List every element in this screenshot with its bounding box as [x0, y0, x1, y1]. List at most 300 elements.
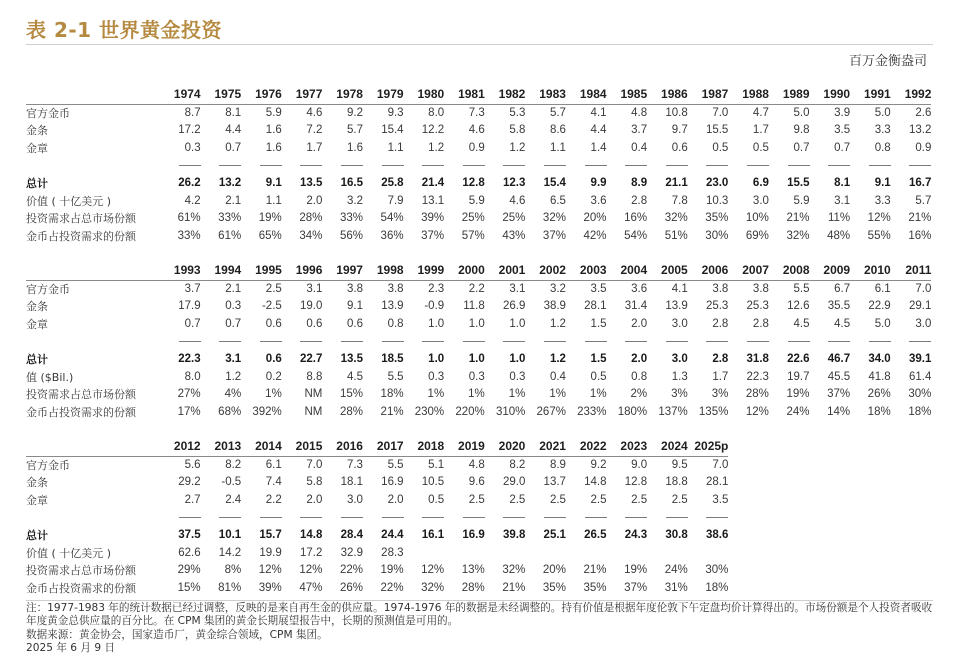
sum-rule: [747, 165, 769, 166]
data-cell: 3.5: [590, 282, 607, 295]
year-header: 1974: [160, 86, 201, 104]
sum-rule: [341, 341, 363, 342]
data-cell: 0.3: [428, 370, 445, 383]
data-cell: 4.8: [631, 106, 648, 119]
separator-cell: [444, 333, 485, 351]
year-header: 2017: [363, 438, 404, 456]
data-cell: 15%: [177, 581, 201, 594]
data-cell: 16%: [624, 212, 648, 225]
year-header: 1992: [891, 86, 932, 104]
data-cell: 5.7: [549, 106, 566, 119]
data-cell: 18%: [705, 581, 729, 594]
separator-cell: [810, 157, 851, 175]
data-cell: 21.4: [421, 176, 445, 189]
data-cell: 13.5: [340, 352, 363, 365]
data-cell: 29.0: [502, 476, 526, 489]
data-cell: 19%: [258, 212, 282, 225]
row-label: 金章: [26, 141, 48, 155]
separator-cell: [850, 333, 891, 351]
data-cell: 12%: [299, 564, 323, 577]
data-cell: 54%: [624, 229, 648, 242]
data-cell: 8.1: [834, 176, 851, 189]
data-cell: 19%: [380, 564, 404, 577]
data-cell: 14.2: [218, 546, 242, 559]
data-cell: [444, 545, 485, 563]
row-value: [26, 193, 931, 211]
data-cell: 39.1: [909, 352, 932, 365]
data-cell: 7.0: [712, 106, 729, 119]
year-header: 1999: [404, 262, 445, 280]
data-cell: NM: [304, 388, 323, 401]
data-cell: 21%: [908, 212, 932, 225]
data-cell: 30.8: [665, 528, 688, 541]
separator-cell: [607, 333, 648, 351]
separator-cell: [322, 333, 363, 351]
data-cell: 41.8: [868, 370, 891, 383]
data-cell: 2.0: [306, 194, 323, 207]
data-cell: 12.8: [462, 176, 485, 189]
data-cell: 35%: [542, 581, 566, 594]
row-share-coins: [26, 580, 728, 598]
data-cell: 2.1: [225, 282, 242, 295]
data-cell: 8.2: [225, 458, 242, 471]
data-cell: 4.4: [225, 124, 242, 137]
year-header: 2013: [201, 438, 242, 456]
data-cell: 3.8: [752, 282, 769, 295]
total-separator-row: [26, 333, 931, 351]
data-cell: 6.5: [549, 194, 566, 207]
notes: [26, 602, 941, 655]
data-cell: 17.2: [299, 546, 323, 559]
separator-cell: [363, 333, 404, 351]
data-cell: 1.4: [590, 141, 607, 154]
data-cell: 5.7: [346, 124, 363, 137]
row-label: 金条: [26, 300, 48, 314]
sum-rule: [788, 165, 810, 166]
row-label: 金条: [26, 124, 48, 138]
data-cell: 39%: [258, 581, 282, 594]
data-cell: 25%: [461, 212, 485, 225]
separator-cell: [688, 157, 729, 175]
sum-rule: [503, 165, 525, 166]
sum-rule: [909, 341, 931, 342]
data-cell: 1.0: [428, 352, 445, 365]
data-cell: 18.8: [665, 476, 688, 489]
data-cell: 0.7: [834, 141, 851, 154]
year-header: 2012: [160, 438, 201, 456]
separator-cell: [160, 157, 201, 175]
year-header: 2003: [566, 262, 607, 280]
data-cell: 5.9: [793, 194, 810, 207]
data-cell: 10.8: [665, 106, 688, 119]
sum-rule: [300, 517, 322, 518]
data-cell: 3.5: [834, 124, 851, 137]
year-header: 2005: [647, 262, 688, 280]
row-label: 值 ($Bil.): [26, 370, 74, 384]
investment-table-2: [26, 262, 931, 421]
data-cell: 3.0: [671, 352, 688, 365]
data-cell: 0.7: [793, 141, 810, 154]
data-cell: 12.2: [421, 124, 445, 137]
data-cell: 5.0: [874, 317, 891, 330]
data-cell: 32.9: [340, 546, 363, 559]
sum-rule: [463, 341, 485, 342]
year-header: 1996: [282, 262, 323, 280]
data-cell: 42%: [583, 229, 607, 242]
data-cell: 3.7: [631, 124, 648, 137]
data-cell: 28.1: [584, 300, 607, 313]
data-cell: [607, 545, 648, 563]
data-cell: 13.5: [300, 176, 323, 189]
data-cell: 48%: [827, 229, 851, 242]
data-cell: 8.2: [509, 458, 526, 471]
investment-table-1: [26, 86, 931, 245]
sum-rule: [422, 517, 444, 518]
data-cell: 3.0: [915, 317, 932, 330]
data-cell: 12.3: [502, 176, 526, 189]
data-cell: 9.1: [346, 300, 363, 313]
data-cell: 2.1: [225, 194, 242, 207]
data-cell: 37%: [827, 388, 851, 401]
data-cell: 0.7: [225, 317, 242, 330]
data-cell: 0.9: [468, 141, 485, 154]
data-cell: 25.1: [543, 528, 566, 541]
data-cell: 30%: [705, 229, 729, 242]
data-cell: 18%: [867, 405, 891, 418]
separator-cell: [444, 157, 485, 175]
note-text: 注：1977-1983 年的统计数据已经过调整，反映的是来自再生金的供应量。1974-1976 年的数据是未经调整的。持有价值是根据年度伦敦下午定盘均价计算得出的。市场份额是个人投资者吸收年度黄金总供应量的百分比。在 CPM 集团的黄金长期展望报告中，长期的预测值是可用的。: [26, 602, 933, 628]
data-cell: 4.7: [752, 106, 769, 119]
data-cell: 1.2: [509, 141, 526, 154]
data-cell: 5.5: [387, 370, 404, 383]
total-separator-row: [26, 157, 931, 175]
data-cell: 2.8: [712, 317, 729, 330]
sum-rule: [179, 341, 201, 342]
data-cell: NM: [304, 405, 323, 418]
data-cell: 0.8: [874, 141, 891, 154]
data-cell: 135%: [698, 405, 729, 418]
data-cell: 0.5: [752, 141, 769, 154]
data-cell: 1%: [589, 388, 607, 401]
sum-rule: [179, 165, 201, 166]
data-cell: 9.6: [468, 476, 485, 489]
separator-cell: [322, 157, 363, 175]
row-bars: [26, 474, 728, 492]
separator-cell: [728, 333, 769, 351]
investment-table-3: [26, 438, 728, 597]
sum-rule: [503, 517, 525, 518]
row-label: 总计: [26, 528, 48, 542]
data-cell: 28.1: [706, 476, 729, 489]
data-cell: 3.0: [346, 493, 363, 506]
data-cell: 61%: [218, 229, 242, 242]
year-header: 1982: [485, 86, 526, 104]
row-share-market: [26, 386, 931, 404]
data-cell: 22.6: [787, 352, 810, 365]
separator-cell: [769, 333, 810, 351]
note-date: 2025 年 6 月 9 日: [26, 641, 116, 654]
data-cell: 5.1: [428, 458, 445, 471]
separator-cell: [688, 509, 729, 527]
data-cell: 2.5: [590, 493, 607, 506]
data-cell: 0.3: [225, 300, 242, 313]
data-cell: 0.3: [509, 370, 526, 383]
data-cell: [688, 545, 729, 563]
data-cell: 13.7: [543, 476, 566, 489]
data-cell: 24.4: [381, 528, 404, 541]
data-cell: 233%: [577, 405, 607, 418]
data-cell: 8.0: [428, 106, 445, 119]
row-label: 总计: [26, 352, 48, 366]
data-cell: 8.7: [184, 106, 201, 119]
sum-rule: [219, 517, 241, 518]
data-cell: [525, 545, 566, 563]
separator-cell: [241, 333, 282, 351]
sum-rule: [422, 165, 444, 166]
year-header: 2016: [322, 438, 363, 456]
data-cell: 5.8: [306, 476, 323, 489]
data-cell: 29%: [177, 564, 201, 577]
data-cell: 7.9: [387, 194, 404, 207]
year-header-row: [26, 438, 728, 456]
data-cell: 12%: [745, 405, 769, 418]
year-header: 1997: [322, 262, 363, 280]
sum-rule: [666, 517, 688, 518]
row-official-coins: [26, 280, 931, 298]
separator-cell: [201, 333, 242, 351]
sum-rule: [179, 517, 201, 518]
data-cell: 25.8: [381, 176, 404, 189]
year-header: 1979: [363, 86, 404, 104]
data-cell: 16.9: [462, 528, 485, 541]
data-cell: 31.8: [746, 352, 769, 365]
separator-cell: [485, 509, 526, 527]
data-cell: 5.0: [793, 106, 810, 119]
data-cell: 10.3: [705, 194, 729, 207]
data-cell: 4%: [224, 388, 242, 401]
data-cell: -0.5: [221, 476, 242, 489]
data-cell: 2.5: [631, 493, 648, 506]
data-cell: 19%: [786, 388, 810, 401]
data-cell: 11.8: [463, 300, 485, 313]
data-cell: 0.7: [225, 141, 242, 154]
row-official-coins: [26, 456, 728, 474]
separator-cell: [485, 157, 526, 175]
data-cell: 12.8: [624, 476, 648, 489]
data-cell: 12%: [258, 564, 282, 577]
data-cell: 28%: [461, 581, 485, 594]
data-cell: 1.7: [712, 370, 729, 383]
data-cell: 28%: [339, 405, 363, 418]
data-cell: 25.3: [746, 300, 769, 313]
row-share-market: [26, 210, 931, 228]
data-cell: 2.5: [265, 282, 282, 295]
separator-cell: [241, 157, 282, 175]
data-cell: 2.5: [468, 493, 485, 506]
year-header: 1976: [241, 86, 282, 104]
year-header: 1986: [647, 86, 688, 104]
separator-cell: [850, 157, 891, 175]
data-cell: 1.1: [549, 141, 566, 154]
sum-rule: [828, 341, 850, 342]
data-cell: 9.8: [793, 124, 810, 137]
data-cell: 2.5: [671, 493, 688, 506]
data-cell: 230%: [414, 405, 445, 418]
row-share-coins: [26, 404, 931, 422]
row-label: 价值 ( 十亿美元 ): [26, 194, 112, 208]
row-official-coins: [26, 104, 931, 122]
year-header: 1994: [201, 262, 242, 280]
data-cell: 8.1: [225, 106, 242, 119]
sum-rule: [869, 165, 891, 166]
data-cell: 1.3: [671, 370, 688, 383]
separator-cell: [647, 333, 688, 351]
data-cell: 19.7: [787, 370, 810, 383]
data-cell: 1.1: [387, 141, 404, 154]
data-cell: 180%: [617, 405, 648, 418]
data-cell: 0.2: [265, 370, 282, 383]
separator-cell: [566, 157, 607, 175]
sum-rule: [463, 517, 485, 518]
data-cell: 9.3: [387, 106, 404, 119]
sum-rule: [666, 165, 688, 166]
row-label: 官方金币: [26, 106, 70, 120]
data-cell: 10.5: [421, 476, 445, 489]
sum-rule: [625, 517, 647, 518]
data-cell: [485, 545, 526, 563]
data-cell: 34%: [299, 229, 323, 242]
data-cell: 17.9: [178, 300, 201, 313]
unit-label: 百万金衡盎司: [848, 54, 927, 69]
row-bars: [26, 122, 931, 140]
sum-rule: [706, 341, 728, 342]
year-header: 1991: [850, 86, 891, 104]
data-cell: 2.0: [387, 493, 404, 506]
data-cell: 0.6: [671, 141, 688, 154]
data-cell: 8.0: [184, 370, 201, 383]
data-cell: 5.5: [793, 282, 810, 295]
separator-cell: [525, 333, 566, 351]
sum-rule: [869, 341, 891, 342]
data-cell: 137%: [658, 405, 688, 418]
year-header: 2002: [525, 262, 566, 280]
data-cell: 3.8: [346, 282, 363, 295]
row-value: [26, 369, 931, 387]
year-header: 1978: [322, 86, 363, 104]
data-cell: 3.2: [549, 282, 566, 295]
data-cell: 1.0: [468, 352, 485, 365]
data-cell: [647, 545, 688, 563]
data-cell: 19.0: [300, 300, 323, 313]
year-header: 1995: [241, 262, 282, 280]
data-cell: 7.4: [265, 476, 282, 489]
data-cell: 2.5: [549, 493, 566, 506]
data-cell: 0.6: [265, 352, 282, 365]
year-header: 1983: [525, 86, 566, 104]
data-cell: 5.7: [915, 194, 932, 207]
data-cell: 2.0: [631, 352, 648, 365]
separator-spacer: [26, 333, 160, 351]
data-cell: 51%: [664, 229, 688, 242]
data-cell: 34.0: [868, 352, 891, 365]
separator-cell: [566, 333, 607, 351]
data-cell: 392%: [252, 405, 282, 418]
row-total: [26, 527, 728, 545]
sum-rule: [341, 165, 363, 166]
year-header: 2000: [444, 262, 485, 280]
data-cell: [404, 545, 445, 563]
data-cell: 4.1: [671, 282, 688, 295]
year-header: 2001: [485, 262, 526, 280]
data-cell: 3.5: [712, 493, 729, 506]
year-header: 2019: [444, 438, 485, 456]
sum-rule: [382, 341, 404, 342]
header-corner: [26, 262, 160, 280]
data-cell: 12%: [421, 564, 445, 577]
sum-rule: [503, 341, 525, 342]
separator-spacer: [26, 157, 160, 175]
data-cell: 1.6: [265, 141, 282, 154]
data-cell: 17%: [177, 405, 201, 418]
row-medallions: [26, 492, 728, 510]
data-cell: 3%: [671, 388, 688, 401]
year-header: 2020: [485, 438, 526, 456]
data-cell: 26.5: [584, 528, 607, 541]
header-corner: [26, 86, 160, 104]
data-cell: 21%: [380, 405, 404, 418]
data-cell: 7.8: [671, 194, 688, 207]
year-header: 1977: [282, 86, 323, 104]
data-cell: 21%: [583, 564, 607, 577]
data-cell: 65%: [258, 229, 282, 242]
data-cell: 27%: [177, 388, 201, 401]
data-cell: 32%: [786, 229, 810, 242]
data-cell: 1.5: [590, 317, 607, 330]
data-cell: 5.3: [509, 106, 526, 119]
data-cell: 54%: [380, 212, 404, 225]
year-header: 1987: [688, 86, 729, 104]
data-cell: 43%: [502, 229, 526, 242]
data-cell: 2.3: [428, 282, 445, 295]
data-cell: 9.0: [631, 458, 648, 471]
notes-divider: [26, 600, 933, 601]
separator-cell: [201, 509, 242, 527]
sum-rule: [382, 517, 404, 518]
data-cell: 13.2: [909, 124, 932, 137]
data-cell: 22%: [380, 581, 404, 594]
data-cell: 0.8: [387, 317, 404, 330]
data-cell: 0.6: [346, 317, 363, 330]
year-header-row: [26, 86, 931, 104]
data-cell: 9.1: [265, 176, 282, 189]
data-cell: 8.9: [549, 458, 566, 471]
data-cell: 2.2: [265, 493, 282, 506]
data-cell: 32%: [502, 564, 526, 577]
sum-rule: [544, 517, 566, 518]
data-cell: 0.9: [915, 141, 932, 154]
data-cell: 0.3: [184, 141, 201, 154]
data-cell: 7.3: [346, 458, 363, 471]
data-cell: 14.8: [299, 528, 323, 541]
data-cell: 35.5: [827, 300, 851, 313]
data-cell: 2.8: [712, 352, 729, 365]
year-header: 1981: [444, 86, 485, 104]
year-header: 2018: [404, 438, 445, 456]
data-cell: 0.6: [306, 317, 323, 330]
data-cell: 16.5: [340, 176, 363, 189]
data-cell: 5.5: [387, 458, 404, 471]
data-cell: 15.7: [259, 528, 282, 541]
